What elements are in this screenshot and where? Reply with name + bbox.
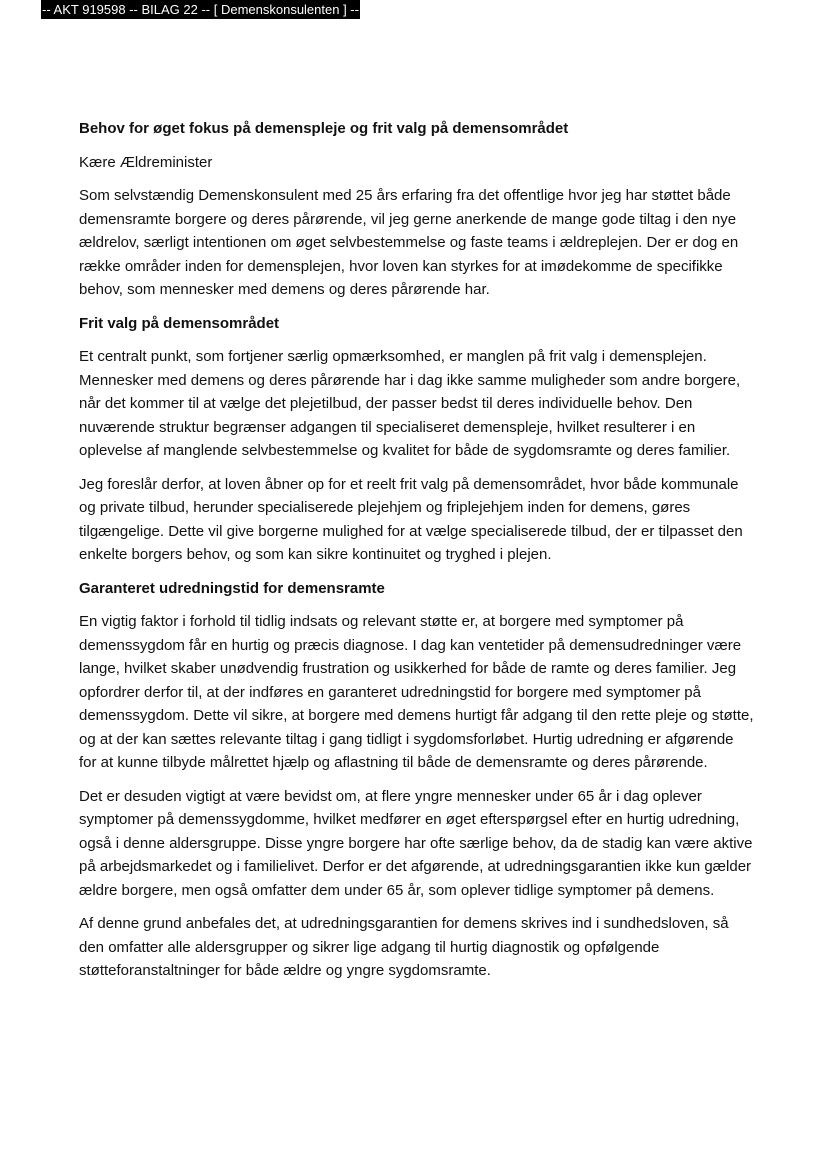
letter-title: Behov for øget fokus på demenspleje og frit valg på demensområdet [79, 120, 569, 137]
paragraph: En vigtig faktor i forhold til tidlig indsats og relevant støtte er, at borgere med symptomer på demenssygdom får en hurtig og præcis diagnose. I dag kan ventetider på demensudredninger være lange, hvilket skaber unødvendig frustration og usikkerhed for både de ramte og deres familier. Jeg opfordrer derfor til, at der indføres en garanteret udredningstid for borgere med symptomer på demenssygdom. Dette vil sikre, at borgere med demens hurtigt får adgang til den rette pleje og støtte, og at der kan sættes relevante tiltag i gang tidligt i sygdomsforløbet. Hurtig udredning er afgørende for at kunne tilbyde målrettet hjælp og aflastning til både de demensramte og deres pårørende. [79, 613, 754, 771]
letter-body [79, 117, 755, 993]
section-heading-frit-valg: Frit valg på demensområdet [79, 314, 280, 332]
document-stamp: -- AKT 919598 -- BILAG 22 -- [ Demenskonsulenten ] -- [42, 2, 359, 17]
paragraph: Et centralt punkt, som fortjener særlig opmærksomhed, er manglen på frit valg i demensplejen. Mennesker med demens og deres pårørende har i dag ikke samme muligheder som andre borgere, når det kommer til at vælge det plejetilbud, der passer bedst til deres individuelle behov. Den nuværende struktur begrænser adgangen til specialiseret demenspleje, hvilket resulterer i en oplevelse af manglende selvbestemmelse og kvalitet for både de sygdomsramte og deres familier. [79, 348, 741, 459]
paragraph: Det er desuden vigtigt at være bevidst om, at flere yngre mennesker under 65 år i dag oplever symptomer på demenssygdomme, hvilket medfører en øget efterspørgsel efter en hurtig udredning, også i denne aldersgruppe. Disse yngre borgere har ofte særlige behov, da de stadig kan være aktive på arbejdsmarkedet og i familielivet. Derfor er det afgørende, at udredningsgarantien ikke kun gælder ældre borgere, men også omfatter dem under 65 år, som oplever tidlige symptomer på demens. [79, 787, 753, 899]
paragraph: Jeg foreslår derfor, at loven åbner op for et reelt frit valg på demensområdet, hvor både kommunale og private tilbud, herunder specialiserede plejehjem og friplejehjem inden for demens, gøres tilgængelige. Dette vil give borgerne mulighed for at vælge specialiserede tilbud, der er tilpasset den enkelte borgers behov, og som kan sikre kontinuitet og tryghed i plejen. [79, 475, 743, 563]
paragraph: Af denne grund anbefales det, at udredningsgarantien for demens skrives ind i sundhedsloven, så den omfatter alle aldersgrupper og sikrer lige adgang til hurtig diagnostik og opfølgende støtteforanstaltninger for både ældre og yngre sygdomsramte. [79, 915, 729, 979]
intro-paragraph: Som selvstændig Demenskonsulent med 25 års erfaring fra det offentlige hvor jeg har støttet både demensramte borgere og deres pårørende, vil jeg gerne anerkende de mange gode tiltag i den nye ældrelov, særligt intentionen om øget selvbestemmelse og faste teams i ældreplejen. Der er dog en række områder inden for demensplejen, hvor loven kan styrkes for at imødekomme de specifikke behov, som mennesker med demens og deres pårørende har. [79, 187, 739, 298]
salutation: Kære Ældreminister [79, 153, 213, 171]
section-heading-udredningstid: Garanteret udredningstid for demensramte [79, 579, 385, 597]
